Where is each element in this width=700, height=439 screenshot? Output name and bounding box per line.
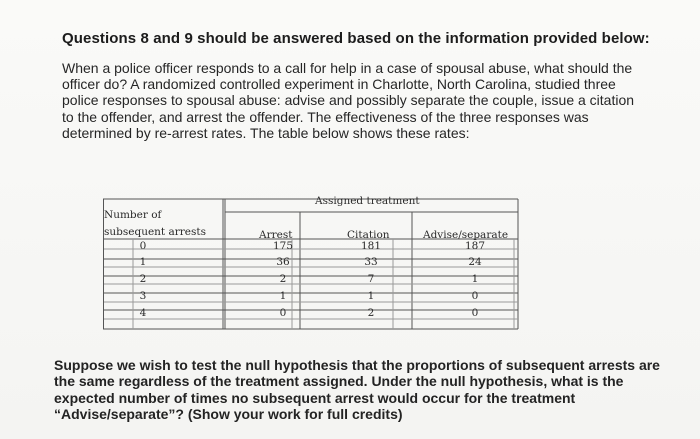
column-header-citation: Citation <box>347 229 390 241</box>
cell-citation: 33 <box>364 256 378 268</box>
cell-arrest: 175 <box>272 240 294 252</box>
cell-advise-separate: 187 <box>464 240 486 252</box>
row-label: 2 <box>139 273 147 285</box>
row-header-line2: subsequent arrests <box>104 226 207 238</box>
cell-citation: 2 <box>367 307 375 319</box>
row-label: 1 <box>139 256 147 268</box>
intro-paragraph: When a police officer responds to a call for help in a case of spousal abuse, what should the officer do? A randomized controlled experiment in Charlotte, North Carolina, studied three police responses to spousal abuse: advise and possibly separate the couple, issue a citation to the offender, and arrest the offender. The effectiveness of the three responses was determined by re-arrest rates. The table below shows these rates: <box>62 60 635 141</box>
row-label: 0 <box>139 240 147 252</box>
cell-citation: 1 <box>367 290 375 302</box>
cell-citation: 7 <box>367 273 375 285</box>
column-header-advise-separate: Advise/separate <box>423 229 509 241</box>
cell-advise-separate: 0 <box>471 307 479 319</box>
question-text: Suppose we wish to test the null hypothesis that the proportions of subsequent arrests are the same regardless of the treatment assigned. Under the null hypothesis, what is the expected number of times no subsequent arrest would occur for the treatment “Advise/separate”? (Show your work for full credits) <box>54 357 660 423</box>
cell-arrest: 36 <box>276 256 290 268</box>
cell-citation: 181 <box>360 240 382 252</box>
row-label: 3 <box>139 290 147 302</box>
cell-arrest: 0 <box>279 307 287 319</box>
cell-advise-separate: 24 <box>468 256 482 268</box>
group-header-assigned-treatment: Assigned treatment <box>315 195 420 207</box>
column-header-arrest: Arrest <box>259 229 293 241</box>
cell-arrest: 2 <box>279 273 287 285</box>
rearrest-table <box>103 192 520 330</box>
row-label: 4 <box>139 307 147 319</box>
cell-advise-separate: 0 <box>471 290 479 302</box>
row-header-line1: Number of <box>104 209 162 221</box>
questions-heading: Questions 8 and 9 should be answered based on the information provided below: <box>62 30 650 47</box>
cell-arrest: 1 <box>279 290 287 302</box>
cell-advise-separate: 1 <box>471 273 479 285</box>
